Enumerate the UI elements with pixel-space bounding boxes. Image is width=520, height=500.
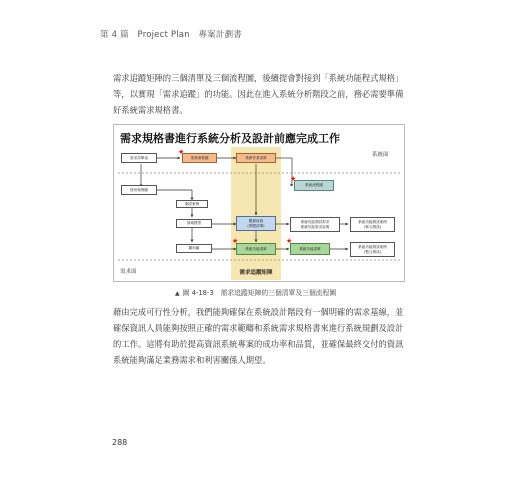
figure-caption: [175, 287, 336, 297]
box-unit-test-cases: 系統功能測試案例 (單元測試): [350, 217, 395, 232]
lane-label-system: 系統面: [372, 152, 389, 158]
page-number: 288: [112, 438, 128, 447]
box-prototype: 雛形圖: [176, 244, 212, 253]
box-business-flow: 業務流程圖: [182, 153, 217, 163]
box-system-flow: 系統流程圖: [294, 180, 334, 191]
box-function-list: 系統功能清單: [236, 243, 276, 255]
box-usecase-list: 使用案例圖: [121, 185, 157, 195]
intro-paragraph: 需求追蹤矩陣的三個清單及三個流程圖，後續提會對接到「系統功能程式規格」 等，以實現「需求追蹤」的功能。因此在進入系統分析階段之前，務必需要準備 好系統需求規格書。: [113, 73, 404, 115]
lane-label-requirement: 需求面: [120, 269, 137, 275]
box-system-function-list: 系統功能清單: [290, 243, 330, 255]
star-icon: ★: [232, 237, 239, 245]
box-test-case: 測試案例: [176, 200, 208, 208]
rtm-label: 需求追蹤矩陣: [239, 270, 273, 276]
box-domain-model: 領域模型: [176, 219, 212, 228]
star-icon: ★: [178, 148, 185, 156]
box-system-function-spec: 系統功能測試需求 系統功能需求說明: [290, 217, 340, 232]
running-header: 第 4 篇 Project Plan 專案計劃書: [100, 30, 242, 40]
figure-title: 需求規格書進行系統分析及設計前應完成工作: [120, 132, 340, 145]
box-business-list: 業務作業清單: [236, 153, 276, 163]
body-paragraph: 藉由完成可行性分析，我們能夠確保在系統設計階段有一個明確的需求基線，並 確保資訊人員能夠按照正確的需求範疇和系統需求規格書來進行系統規劃及設計 的工作。這將有助於提高資訊系統專案的成功率和品質，並確保最終交付的資訊 系統能夠滿足業務需求和利害關係人期望。: [113, 307, 404, 365]
workflow-figure: [113, 124, 405, 282]
caption-text: 圖 4-18-3 需求追蹤矩陣的三個清單及三個流程圖: [182, 289, 337, 297]
box-data-resource: 數據資源 (實體清單): [236, 216, 276, 231]
star-icon: ★: [286, 237, 293, 245]
star-icon: ★: [290, 175, 297, 183]
flow-connectors: [114, 125, 404, 281]
box-requirement-list: 需求清單表: [121, 153, 157, 163]
box-integration-test-cases: 系統功能測試案例 (整合測試): [350, 242, 395, 257]
triangle-icon: ▲: [175, 290, 180, 297]
